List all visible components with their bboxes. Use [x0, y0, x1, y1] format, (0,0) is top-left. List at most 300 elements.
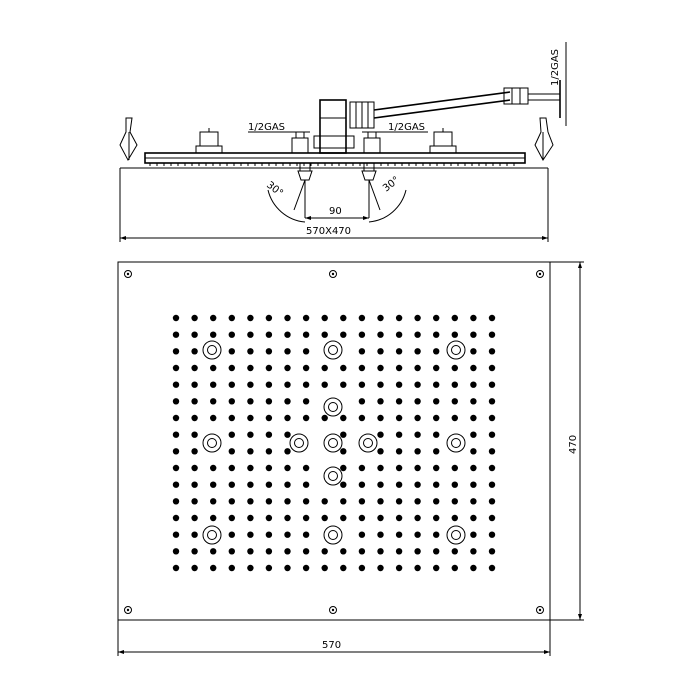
- nozzle-dot: [210, 482, 216, 488]
- nozzle-dot: [284, 332, 290, 338]
- nozzle-dot: [340, 382, 346, 388]
- nozzle-dot: [191, 415, 197, 421]
- nozzle-dot: [191, 348, 197, 354]
- nozzle-dot: [322, 515, 328, 521]
- right-mount-knob: [430, 128, 456, 153]
- nozzle-dot: [210, 398, 216, 404]
- nozzle-dot: [322, 382, 328, 388]
- nozzle-dot: [452, 382, 458, 388]
- nozzle-dot: [173, 365, 179, 371]
- inlet-label-arm: 1/2GAS: [550, 48, 561, 86]
- nozzle-dot: [210, 548, 216, 554]
- nozzle-dot: [284, 532, 290, 538]
- nozzle-dot: [303, 398, 309, 404]
- nozzle-dot: [414, 448, 420, 454]
- nozzle-dot: [247, 465, 253, 471]
- nozzle-dot: [191, 532, 197, 538]
- nozzle-dot: [173, 432, 179, 438]
- nozzle-dot: [452, 515, 458, 521]
- nozzle-dot: [489, 315, 495, 321]
- nozzle-dot: [173, 315, 179, 321]
- nozzle-dot: [433, 348, 439, 354]
- nozzle-dot: [489, 398, 495, 404]
- nozzle-dot: [396, 348, 402, 354]
- nozzle-dot: [229, 532, 235, 538]
- nozzle-dot: [433, 382, 439, 388]
- nozzle-dot: [414, 482, 420, 488]
- nozzle-dot: [191, 382, 197, 388]
- nozzle-dot: [340, 482, 346, 488]
- nozzle-dot: [340, 498, 346, 504]
- nozzle-dot: [284, 448, 290, 454]
- nozzle-dot: [452, 565, 458, 571]
- nozzle-dot: [340, 332, 346, 338]
- nozzle-dot: [359, 465, 365, 471]
- nozzle-dot: [452, 398, 458, 404]
- nozzle-dot: [470, 348, 476, 354]
- nozzle-dot: [433, 532, 439, 538]
- nozzle-dot: [414, 332, 420, 338]
- nozzle-dot: [433, 548, 439, 554]
- nozzle-dot: [470, 415, 476, 421]
- nozzle-dot: [470, 382, 476, 388]
- nozzle-dot: [377, 398, 383, 404]
- nozzle-dot: [396, 398, 402, 404]
- nozzle-dot: [377, 448, 383, 454]
- nozzle-dot: [229, 415, 235, 421]
- nozzle-dot: [247, 365, 253, 371]
- nozzle-dot: [489, 465, 495, 471]
- nozzle-dot: [173, 332, 179, 338]
- nozzle-dot: [322, 548, 328, 554]
- nozzle-dot: [266, 382, 272, 388]
- nozzle-dot: [322, 365, 328, 371]
- nozzle-dot: [433, 315, 439, 321]
- height-label: 470: [568, 434, 579, 454]
- nozzle-dot: [396, 448, 402, 454]
- nozzle-dot: [489, 432, 495, 438]
- nozzle-dot: [229, 382, 235, 388]
- spray-jet: [203, 526, 221, 544]
- nozzle-dot: [489, 382, 495, 388]
- nozzle-dot: [396, 465, 402, 471]
- nozzle-dot: [489, 332, 495, 338]
- nozzle-dot: [322, 498, 328, 504]
- nozzle-dot: [377, 332, 383, 338]
- nozzle-dot: [452, 548, 458, 554]
- central-body: [314, 100, 354, 153]
- nozzle-dot: [303, 498, 309, 504]
- nozzle-dot: [247, 398, 253, 404]
- nozzle-dot: [173, 465, 179, 471]
- nozzle-dot: [452, 465, 458, 471]
- nozzle-dot: [396, 365, 402, 371]
- spray-jet: [324, 341, 342, 359]
- nozzle-dot: [191, 565, 197, 571]
- nozzle-dot: [414, 498, 420, 504]
- nozzle-dot: [359, 382, 365, 388]
- panel-outline: [118, 262, 550, 620]
- nozzle-dot: [396, 432, 402, 438]
- nozzle-dot: [470, 482, 476, 488]
- nozzle-dot: [359, 348, 365, 354]
- nozzle-dot: [191, 498, 197, 504]
- nozzle-dot: [284, 432, 290, 438]
- nozzle-dot: [340, 415, 346, 421]
- nozzle-dot: [452, 332, 458, 338]
- nozzle-dot: [229, 515, 235, 521]
- nozzle-dot: [284, 515, 290, 521]
- nozzle-dot: [247, 315, 253, 321]
- nozzle-dot: [191, 365, 197, 371]
- nozzle-dot: [489, 448, 495, 454]
- nozzle-dot: [284, 365, 290, 371]
- spray-jet: [447, 434, 465, 452]
- nozzle-dot: [470, 432, 476, 438]
- nozzle-dot: [247, 332, 253, 338]
- nozzle-dot: [433, 565, 439, 571]
- nozzle-dot: [266, 315, 272, 321]
- nozzle-dot: [247, 515, 253, 521]
- nozzle-dot: [247, 432, 253, 438]
- nozzle-dot: [210, 382, 216, 388]
- left-clip: [120, 118, 137, 160]
- nozzle-dot: [359, 332, 365, 338]
- overall-label: 570X470: [306, 226, 352, 237]
- nozzle-dot: [247, 415, 253, 421]
- nozzle-dot: [229, 398, 235, 404]
- top-view: [118, 262, 584, 656]
- nozzle-dot: [191, 398, 197, 404]
- nozzle-dot: [284, 415, 290, 421]
- nozzle-dot: [191, 332, 197, 338]
- spray-jet: [447, 526, 465, 544]
- nozzle-dot: [470, 565, 476, 571]
- nozzle-dot: [303, 365, 309, 371]
- nozzle-dot: [284, 565, 290, 571]
- side-view: [120, 42, 566, 242]
- nozzle-dot: [414, 415, 420, 421]
- nozzle-dot: [359, 482, 365, 488]
- nozzle-dot: [377, 565, 383, 571]
- nozzle-dot: [414, 382, 420, 388]
- nozzle-dot: [284, 465, 290, 471]
- nozzle-dot: [489, 515, 495, 521]
- nozzle-dot: [173, 448, 179, 454]
- nozzle-dot: [266, 565, 272, 571]
- nozzle-dot: [322, 565, 328, 571]
- nozzle-dot: [191, 465, 197, 471]
- spray-jet: [290, 434, 308, 452]
- nozzle-dot: [396, 482, 402, 488]
- nozzle-dot: [470, 365, 476, 371]
- nozzle-dot: [247, 382, 253, 388]
- nozzle-dot: [284, 398, 290, 404]
- nozzle-dot: [470, 548, 476, 554]
- nozzle-dot: [359, 515, 365, 521]
- diverter-handle: [350, 102, 374, 128]
- nozzle-dot: [173, 482, 179, 488]
- nozzle-dot: [284, 548, 290, 554]
- nozzle-dot: [340, 565, 346, 571]
- nozzle-dot: [377, 365, 383, 371]
- nozzle-dot: [266, 448, 272, 454]
- nozzle-dot: [396, 415, 402, 421]
- left-inlet: [286, 132, 310, 153]
- nozzle-dot: [229, 465, 235, 471]
- nozzle-dot: [247, 565, 253, 571]
- nozzle-dot: [340, 448, 346, 454]
- nozzle-dot: [377, 382, 383, 388]
- nozzle-dot: [433, 398, 439, 404]
- nozzle-dot: [322, 332, 328, 338]
- nozzle-dot: [191, 515, 197, 521]
- nozzle-dot: [359, 565, 365, 571]
- corner-screws: [125, 271, 544, 614]
- nozzle-dot: [414, 515, 420, 521]
- nozzle-dot: [229, 448, 235, 454]
- nozzle-dot: [266, 332, 272, 338]
- nozzle-dot: [247, 448, 253, 454]
- nozzle-dot: [414, 348, 420, 354]
- nozzle-dot: [266, 415, 272, 421]
- nozzle-dot: [489, 532, 495, 538]
- nozzle-dot: [489, 565, 495, 571]
- nozzle-dot: [266, 348, 272, 354]
- nozzle-dot: [284, 482, 290, 488]
- nozzle-dot: [470, 515, 476, 521]
- nozzle-dot: [210, 415, 216, 421]
- nozzle-dot: [433, 498, 439, 504]
- nozzle-dot: [359, 548, 365, 554]
- nozzle-dot: [229, 482, 235, 488]
- nozzle-dot: [303, 382, 309, 388]
- spray-jet: [203, 341, 221, 359]
- nozzle-dot: [191, 315, 197, 321]
- nozzle-dot: [359, 398, 365, 404]
- nozzle-dot: [359, 315, 365, 321]
- nozzle-dot: [396, 532, 402, 538]
- nozzle-dot: [210, 332, 216, 338]
- nozzle-dot: [452, 415, 458, 421]
- inlet-label-right: 1/2GAS: [388, 122, 426, 133]
- nozzle-dot: [377, 498, 383, 504]
- right-spray-nozzle: [362, 163, 406, 222]
- nozzle-dot: [247, 532, 253, 538]
- nozzle-dot: [377, 465, 383, 471]
- nozzle-dot: [359, 365, 365, 371]
- spray-jet: [359, 434, 377, 452]
- nozzle-dot: [414, 315, 420, 321]
- nozzle-dot: [340, 315, 346, 321]
- nozzle-dot: [452, 498, 458, 504]
- nozzle-dot: [377, 315, 383, 321]
- nozzle-dot: [266, 365, 272, 371]
- nozzle-dot: [377, 432, 383, 438]
- width-label: 570: [322, 640, 342, 651]
- nozzle-dot: [303, 465, 309, 471]
- nozzle-dot: [266, 498, 272, 504]
- nozzle-dot: [303, 482, 309, 488]
- nozzle-dot: [489, 498, 495, 504]
- nozzle-dot: [470, 448, 476, 454]
- nozzle-dot: [229, 565, 235, 571]
- nozzle-dot: [229, 348, 235, 354]
- nozzle-dot: [359, 415, 365, 421]
- nozzle-dot: [489, 365, 495, 371]
- nozzle-dot: [173, 498, 179, 504]
- nozzle-dot: [247, 548, 253, 554]
- nozzle-dot: [303, 415, 309, 421]
- nozzle-dot: [173, 565, 179, 571]
- nozzle-dot: [470, 498, 476, 504]
- nozzle-dot: [191, 448, 197, 454]
- nozzle-dot: [470, 332, 476, 338]
- nozzle-dot: [433, 332, 439, 338]
- nozzle-dot: [470, 465, 476, 471]
- nozzle-dot: [359, 532, 365, 538]
- nozzle-dot: [470, 532, 476, 538]
- nozzle-dot: [377, 482, 383, 488]
- nozzle-dot: [396, 515, 402, 521]
- nozzle-dot: [452, 365, 458, 371]
- nozzle-dot: [433, 482, 439, 488]
- nozzle-dot: [414, 565, 420, 571]
- nozzle-dot: [414, 532, 420, 538]
- spray-jet: [324, 526, 342, 544]
- spray-jet: [324, 467, 342, 485]
- nozzle-dot: [303, 315, 309, 321]
- nozzle-dot: [266, 432, 272, 438]
- nozzle-dot: [396, 332, 402, 338]
- nozzle-dot: [229, 548, 235, 554]
- nozzle-dot: [210, 315, 216, 321]
- nozzle-dot: [396, 565, 402, 571]
- nozzle-dot: [266, 532, 272, 538]
- nozzle-dot: [303, 515, 309, 521]
- nozzle-dot: [173, 548, 179, 554]
- nozzle-dot: [322, 415, 328, 421]
- nozzle-dot: [377, 348, 383, 354]
- nozzle-dot: [229, 315, 235, 321]
- nozzle-dot: [433, 448, 439, 454]
- nozzle-dot: [247, 498, 253, 504]
- nozzle-dot: [210, 515, 216, 521]
- nozzle-dot: [210, 565, 216, 571]
- nozzle-dot: [284, 315, 290, 321]
- nozzle-dot: [173, 382, 179, 388]
- spray-jet: [324, 398, 342, 416]
- left-mount-knob: [196, 128, 222, 153]
- nozzle-dot: [340, 465, 346, 471]
- nozzle-dot: [414, 365, 420, 371]
- nozzle-dot: [489, 348, 495, 354]
- nozzle-dot: [452, 315, 458, 321]
- nozzle-dot: [433, 515, 439, 521]
- nozzle-dot: [414, 432, 420, 438]
- nozzle-dot: [470, 315, 476, 321]
- nozzle-dot: [266, 465, 272, 471]
- angle-label-left: 30°: [264, 179, 285, 200]
- nozzle-dot: [433, 415, 439, 421]
- spray-jets: [203, 341, 465, 544]
- nozzle-dot: [340, 515, 346, 521]
- nozzle-dot: [210, 498, 216, 504]
- nozzle-dot: [266, 548, 272, 554]
- nozzle-dot: [247, 348, 253, 354]
- right-clip: [535, 118, 553, 160]
- nozzle-dot: [396, 315, 402, 321]
- nozzle-dot: [284, 348, 290, 354]
- nozzle-dot: [377, 532, 383, 538]
- angle-label-right: 30°: [381, 174, 402, 195]
- nozzle-dot: [303, 548, 309, 554]
- nozzle-dot: [340, 365, 346, 371]
- nozzle-dot: [191, 482, 197, 488]
- spray-jet: [324, 434, 342, 452]
- nozzle-dot: [433, 465, 439, 471]
- nozzle-dot: [396, 382, 402, 388]
- nozzle-dot: [173, 348, 179, 354]
- nozzle-dot: [414, 465, 420, 471]
- spray-jet: [447, 341, 465, 359]
- nozzle-dot: [173, 415, 179, 421]
- nozzle-dot: [266, 515, 272, 521]
- nozzle-dot: [229, 432, 235, 438]
- nozzle-dot: [173, 515, 179, 521]
- nozzle-dot: [359, 498, 365, 504]
- right-inlet: [362, 132, 386, 153]
- nozzle-dot: [414, 548, 420, 554]
- nozzle-dot: [303, 565, 309, 571]
- nozzle-dot: [210, 365, 216, 371]
- nozzle-dot: [396, 548, 402, 554]
- nozzle-dot: [340, 432, 346, 438]
- nozzle-dot: [229, 365, 235, 371]
- spacing-label: 90: [329, 206, 342, 217]
- nozzle-dot: [489, 415, 495, 421]
- nozzle-dot: [433, 432, 439, 438]
- nozzle-dot: [489, 482, 495, 488]
- supply-arm: [374, 42, 566, 126]
- nozzle-dot: [266, 398, 272, 404]
- nozzle-dot: [377, 548, 383, 554]
- nozzle-dot: [173, 398, 179, 404]
- nozzle-dot: [452, 482, 458, 488]
- nozzle-dot: [377, 515, 383, 521]
- inlet-label-left: 1/2GAS: [248, 122, 286, 133]
- nozzle-dot: [396, 498, 402, 504]
- spray-jet: [203, 434, 221, 452]
- nozzle-dot: [284, 498, 290, 504]
- nozzle-dot: [303, 348, 309, 354]
- nozzle-dot: [229, 498, 235, 504]
- nozzle-dot: [266, 482, 272, 488]
- nozzle-dot: [433, 365, 439, 371]
- nozzle-dot: [340, 548, 346, 554]
- nozzle-dot: [191, 548, 197, 554]
- nozzle-dot: [229, 332, 235, 338]
- nozzle-dot: [303, 532, 309, 538]
- nozzle-dot: [414, 398, 420, 404]
- nozzle-dot: [322, 315, 328, 321]
- nozzle-dot: [210, 465, 216, 471]
- nozzle-dot: [173, 532, 179, 538]
- nozzle-dot: [303, 332, 309, 338]
- nozzle-dot: [377, 415, 383, 421]
- nozzle-dot: [470, 398, 476, 404]
- nozzle-dot: [284, 382, 290, 388]
